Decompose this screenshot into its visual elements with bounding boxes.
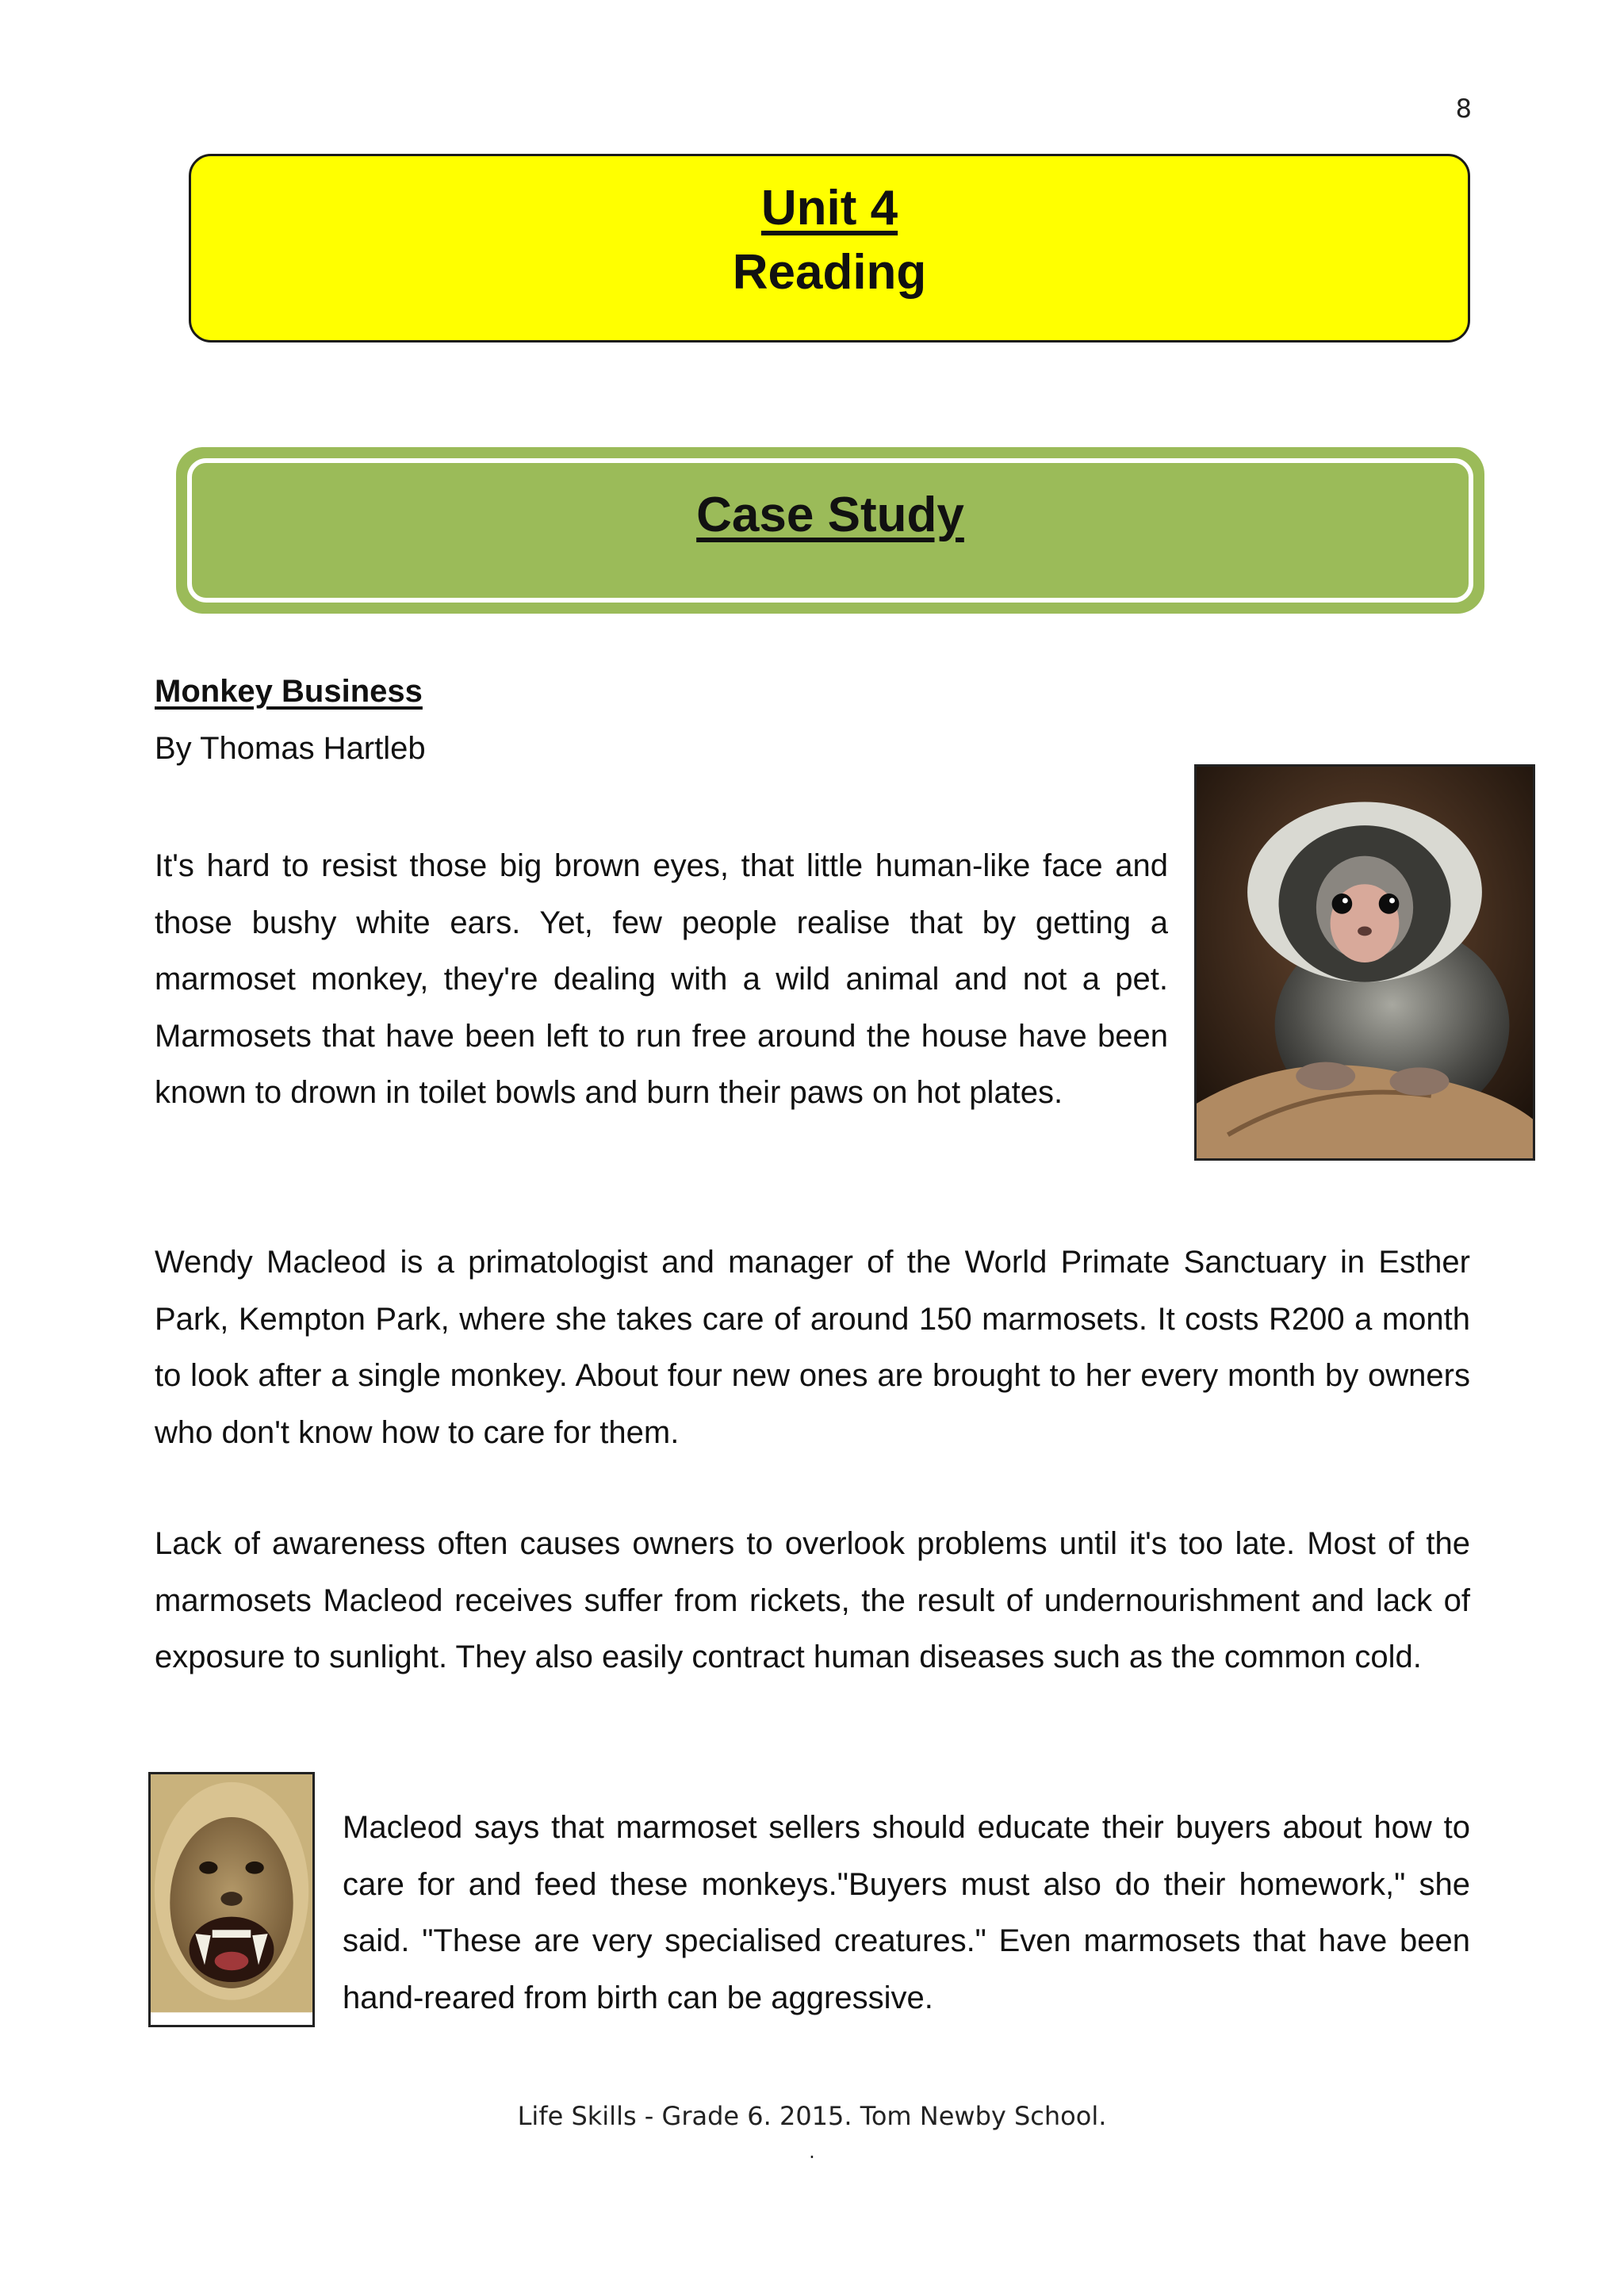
unit-header-box (189, 154, 1470, 342)
article-title: Monkey Business (155, 674, 423, 709)
case-study-inner-frame (187, 458, 1473, 603)
article-byline: By Thomas Hartleb (155, 731, 426, 766)
case-study-box (176, 447, 1484, 614)
page-footer: Life Skills - Grade 6. 2015. Tom Newby School. (517, 2101, 1107, 2131)
article-paragraph-2: Wendy Macleod is a primatologist and manager of the World Primate Sanctuary in Esther Park, Kempton Park, where she takes care of around 150 marmosets. It costs R200 a month to look after a single monkey. About four new ones are brought to her every month by owners who don't know how to care for them. (155, 1245, 1470, 1450)
marmoset-photo (1194, 764, 1535, 1161)
article-paragraph-3: Lack of awareness often causes owners to overlook problems until it's too late. Most of the marmosets Macleod receives suffer from rickets, the result of undernourishment and lack of exposure to sunlight. They also easily contract human diseases such as the common cold. (155, 1526, 1470, 1674)
footer-dot: . (809, 2141, 815, 2163)
page-number: 8 (1455, 94, 1472, 124)
unit-title: Unit 4 (760, 181, 898, 235)
article-paragraph-1: It's hard to resist those big brown eyes, that little human-like face and those bushy white ears. Yet, few people realise that by getting a marmoset monkey, they're dealing with a wild animal and not a pet. Marmosets that have been left to run free around the house have been known to drown in toilet bowls and burn their paws on hot plates. (155, 848, 1168, 1110)
article-paragraph-4: Macleod says that marmoset sellers should educate their buyers about how to care for and feed these monkeys."Buyers must also do their homework," she said. "These are very specialised creatures." Even marmosets that have been hand-reared from birth can be aggressive. (343, 1810, 1470, 2015)
unit-subtitle: Reading (732, 245, 927, 300)
snarling-monkey-photo (148, 1772, 315, 2027)
case-study-title: Case Study (696, 488, 964, 542)
